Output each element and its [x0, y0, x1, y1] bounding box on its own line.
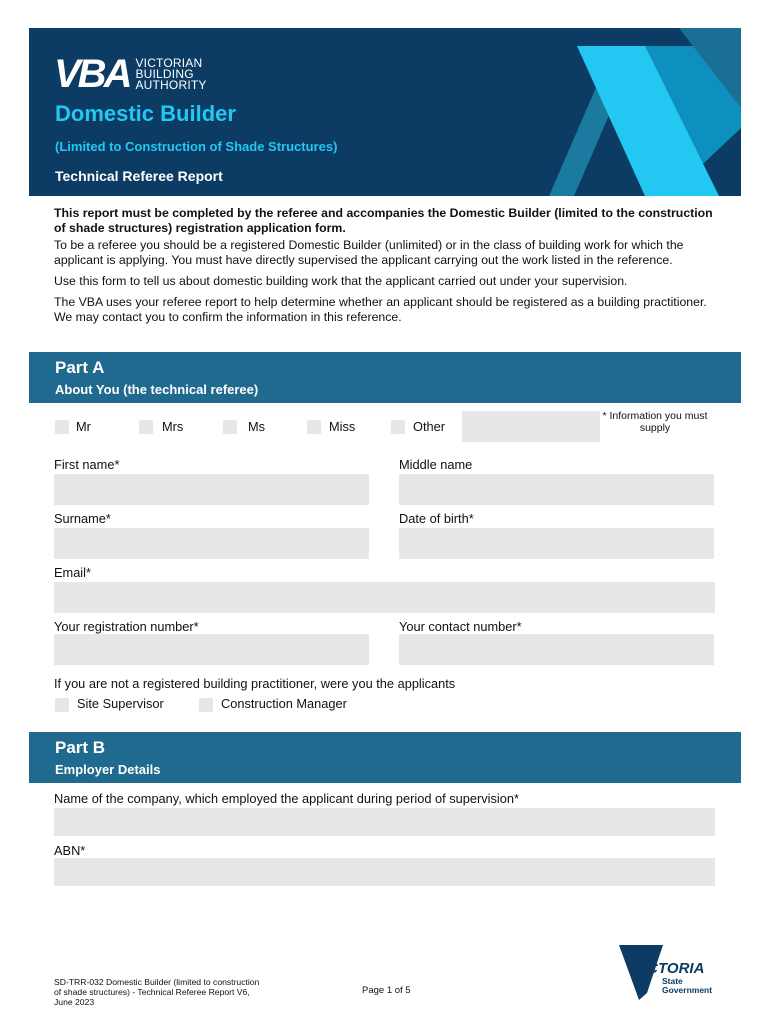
intro-text	[54, 206, 718, 331]
victoria-logo-subtitle: State Government	[662, 976, 713, 995]
contact-number-input[interactable]	[399, 634, 714, 665]
email-label: Email*	[54, 565, 91, 580]
intro-paragraph: The VBA uses your referee report to help determine whether an applicant should be registered as a building practitioner. We may contact you to confirm the information in this reference.	[54, 295, 707, 324]
checkbox-site-supervisor-label: Site Supervisor	[77, 696, 164, 711]
part-b-subtitle: Employer Details	[55, 762, 161, 777]
surname-label: Surname*	[54, 511, 111, 526]
page-number: Page 1 of 5	[362, 985, 411, 996]
intro-bold-paragraph: This report must be completed by the referee and accompanies the Domestic Builder (limited to the construction of shade structures) registration application form.	[54, 206, 713, 235]
email-input[interactable]	[54, 582, 715, 613]
part-b-title: Part B	[55, 738, 106, 757]
checkbox-other[interactable]	[391, 420, 405, 434]
part-b-header	[29, 732, 741, 783]
middle-name-label: Middle name	[399, 457, 473, 472]
victoria-logo-word: VICTORIA	[633, 960, 705, 977]
part-a-title: Part A	[55, 358, 105, 377]
document-header	[29, 28, 741, 196]
vba-logo-mark: VBA	[54, 52, 130, 96]
document-reference: SD-TRR-032 Domestic Builder (limited to construction of shade structures) - Technical Referee Report V6, June 2023	[54, 977, 260, 1007]
document-subtitle: (Limited to Construction of Shade Structures)	[55, 139, 338, 154]
company-name-label: Name of the company, which employed the applicant during period of supervision*	[54, 791, 519, 806]
registration-number-label: Your registration number*	[54, 619, 199, 634]
other-title-input[interactable]	[462, 411, 600, 442]
abn-input[interactable]	[54, 858, 715, 886]
part-a-subtitle: About You (the technical referee)	[55, 382, 259, 397]
checkbox-mr-label: Mr	[76, 419, 91, 434]
intro-paragraph: To be a referee you should be a registered Domestic Builder (unlimited) or in the class of building work for which the applicant is applying. You must have directly supervised the applicant carrying out the work listed in the reference.	[54, 238, 684, 267]
report-name: Technical Referee Report	[55, 168, 223, 184]
checkbox-ms[interactable]	[223, 420, 237, 434]
company-name-input[interactable]	[54, 808, 715, 836]
checkbox-other-label: Other	[413, 419, 446, 434]
registration-number-input[interactable]	[54, 634, 369, 665]
checkbox-ms-label: Ms	[248, 419, 266, 434]
date-of-birth-input[interactable]	[399, 528, 714, 559]
document-title: Domestic Builder	[55, 101, 236, 126]
surname-input[interactable]	[54, 528, 369, 559]
checkbox-miss-label: Miss	[329, 419, 356, 434]
checkbox-mr[interactable]	[55, 420, 69, 434]
checkbox-miss[interactable]	[307, 420, 321, 434]
intro-paragraph: Use this form to tell us about domestic building work that the applicant carried out under your supervision.	[54, 274, 628, 288]
checkbox-mrs[interactable]	[139, 420, 153, 434]
part-a-header	[29, 352, 741, 403]
middle-name-input[interactable]	[399, 474, 714, 505]
first-name-label: First name*	[54, 457, 120, 472]
vba-logo-words: VICTORIAN BUILDING AUTHORITY	[135, 55, 207, 92]
not-registered-question: If you are not a registered building practitioner, were you the applicants	[54, 676, 456, 691]
first-name-input[interactable]	[54, 474, 369, 505]
required-note: * Information you must supply	[602, 410, 708, 434]
checkbox-mrs-label: Mrs	[162, 419, 184, 434]
contact-number-label: Your contact number*	[399, 619, 522, 634]
checkbox-construction-manager[interactable]	[199, 698, 213, 712]
checkbox-construction-manager-label: Construction Manager	[221, 696, 347, 711]
checkbox-site-supervisor[interactable]	[55, 698, 69, 712]
abn-label: ABN*	[54, 843, 86, 858]
date-of-birth-label: Date of birth*	[399, 511, 474, 526]
vba-logo	[54, 54, 207, 94]
